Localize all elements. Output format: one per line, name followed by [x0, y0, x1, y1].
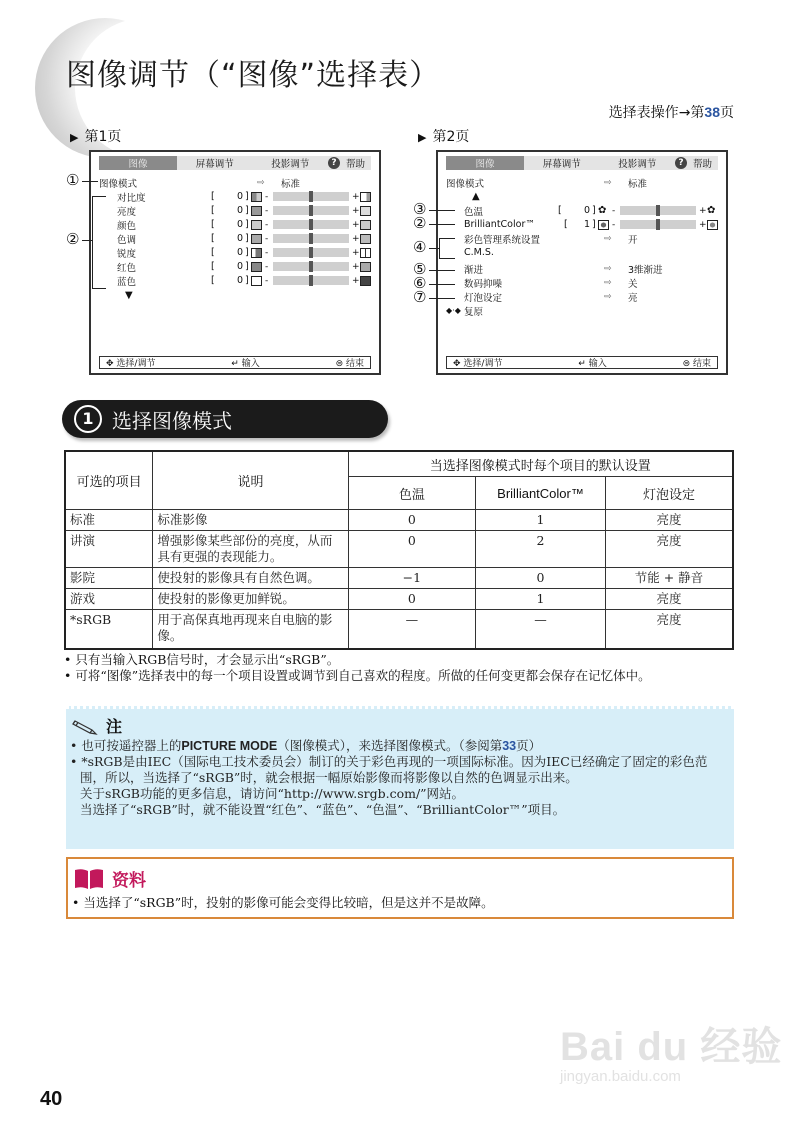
table-row: *sRGB 用于高保真地再现来自电脑的影像。 — — 亮度: [65, 610, 733, 650]
sharpness-high-icon: [360, 248, 371, 258]
contrast-slider[interactable]: [273, 192, 349, 201]
brilliantcolor-low-icon: [598, 220, 609, 230]
table-row: 影院 使投射的影像具有自然色调。 −1 0 节能 + 静音: [65, 568, 733, 589]
red-low-icon: [251, 262, 262, 272]
dpad-icon: ✥: [106, 359, 114, 369]
blue-slider[interactable]: [273, 276, 349, 285]
header-lamp: 灯泡设定: [605, 477, 733, 510]
bullet-item: • 只有当输入RGB信号时，才会显示出“sRGB”。: [64, 652, 340, 667]
osd-menu-page1: [89, 150, 381, 375]
footer-end: ⊜ 结束: [682, 359, 711, 369]
slider-row-color-temp[interactable]: 色温 [ 0 ] ✿ - + ✿: [446, 204, 718, 217]
arrow-right-icon: →: [678, 105, 691, 121]
option-row-lamp-setting[interactable]: 灯泡设定 ⇨ 亮: [464, 291, 638, 304]
tab-picture[interactable]: 图像: [446, 156, 524, 170]
book-icon: [74, 868, 104, 890]
scroll-up-row[interactable]: [446, 190, 718, 203]
sharpness-low-icon: [251, 248, 262, 258]
brightness-low-icon: [251, 206, 262, 216]
callout-3: ③: [413, 200, 427, 218]
tab-projection-adjust[interactable]: 投影调节: [618, 159, 657, 170]
reset-row[interactable]: ◆·◆ 复原: [446, 306, 484, 318]
callout-2: ②: [66, 230, 80, 248]
contrast-low-icon: [251, 192, 262, 202]
option-row-cms-setting[interactable]: 彩色管理系统设置 ⇨ 开: [464, 233, 638, 246]
slider-row-blue[interactable]: 蓝色 [ 0 ] - +: [99, 274, 371, 287]
slider-row-color[interactable]: 颜色 [ 0 ] - +: [99, 218, 371, 231]
callout-7: ⑦: [413, 288, 427, 306]
scroll-down-row[interactable]: [99, 289, 371, 302]
osd-menubar: [99, 156, 371, 170]
page1-label: ▶ 第1页: [70, 129, 122, 145]
note-item: • *sRGB是由IEC（国际电工技术委员会）制订的关于彩色再现的一项国际标准。因为IEC已经确定了固定的彩色范围，所以，当选择了“sRGB”时，就会根据一幅原始影像而将影像以自然的色调显示出来。: [70, 754, 708, 785]
slider-row-red[interactable]: 红色 [ 0 ] - +: [99, 260, 371, 273]
bullet-item: • 可将“图像”选择表中的每一个项目设置或调节到自己喜欢的程度。所做的任何变更都会保存在记忆体中。: [64, 668, 651, 683]
osd-menubar: [446, 156, 718, 170]
color-low-icon: [251, 220, 262, 230]
triangle-right-icon: ▶: [70, 131, 79, 144]
help-icon: ?: [328, 157, 340, 169]
info-title: 资料: [74, 866, 146, 891]
triangle-right-icon: ▶: [418, 131, 427, 144]
submenu-arrow-icon: ⇨: [604, 277, 612, 288]
dpad-icon: ✥: [453, 359, 461, 369]
brilliantcolor-high-icon: [707, 220, 718, 230]
picture-mode-table: [64, 450, 734, 650]
brightness-slider[interactable]: [273, 206, 349, 215]
color-temp-slider[interactable]: [620, 206, 696, 215]
scroll-down-icon[interactable]: ▼: [125, 290, 133, 301]
callout-5: ⑤: [413, 260, 427, 278]
header-color-temp: 色温: [348, 477, 476, 510]
menu-operation-reference[interactable]: 选择表操作→第38页: [608, 104, 734, 121]
callout-2b: ②: [413, 214, 427, 232]
enter-icon: ↵: [231, 359, 239, 369]
contrast-high-icon: [360, 192, 371, 202]
osd-footer: [99, 356, 371, 369]
table-row: 游戏 使投射的影像更加鲜锐。 0 1 亮度: [65, 589, 733, 610]
callout-4: ④: [413, 238, 427, 256]
bullet-notes: [64, 652, 744, 684]
submenu-arrow-icon: ⇨: [604, 177, 612, 188]
submenu-arrow-icon: ⇨: [257, 177, 265, 188]
submenu-arrow-icon: ⇨: [604, 233, 612, 244]
tab-screen-adjust[interactable]: 屏幕调节: [542, 159, 581, 170]
footer-enter: ↵ 输入: [231, 359, 260, 369]
callout-1: ①: [66, 171, 80, 189]
red-slider[interactable]: [273, 262, 349, 271]
scroll-up-icon[interactable]: ▲: [472, 191, 480, 202]
table-row: 讲演 增强影像某些部份的亮度，从而具有更强的表现能力。 0 2 亮度: [65, 531, 733, 568]
help-icon: ?: [675, 157, 687, 169]
tab-screen-adjust[interactable]: 屏幕调节: [195, 159, 234, 170]
callout-6: ⑥: [413, 274, 427, 292]
page-reference[interactable]: 33: [502, 739, 517, 753]
page2-label: ▶ 第2页: [418, 129, 470, 145]
note-title: 注: [72, 714, 122, 737]
note-item: • 也可按遥控器上的PICTURE MODE（图像模式），来选择图像模式。（参阅第33页）: [70, 738, 542, 753]
blue-high-icon: [360, 276, 371, 286]
enter-icon: ↵: [578, 359, 586, 369]
color-temp-low-icon: ✿: [598, 204, 607, 216]
tint-low-icon: [251, 234, 262, 244]
slider-row-brightness[interactable]: 亮度 [ 0 ] - +: [99, 204, 371, 217]
red-high-icon: [360, 262, 371, 272]
menu-button-icon: ⊜: [682, 359, 691, 369]
option-row-cms[interactable]: C.M.S.: [464, 247, 494, 258]
sharpness-slider[interactable]: [273, 248, 349, 257]
tab-picture[interactable]: 图像: [99, 156, 177, 170]
section-heading: [62, 400, 388, 438]
tint-high-icon: [360, 234, 371, 244]
color-high-icon: [360, 220, 371, 230]
note-item: 关于sRGB功能的更多信息，请访问“http://www.srgb.com/”网站。: [80, 786, 465, 801]
color-slider[interactable]: [273, 220, 349, 229]
submenu-arrow-icon: ⇨: [604, 291, 612, 302]
picture-mode-row[interactable]: 图像模式 ⇨ 标准: [99, 177, 301, 190]
color-temp-high-icon: ✿: [707, 204, 716, 216]
watermark-logo: Bai du 经验 jingyan.baidu.com: [560, 1025, 783, 1085]
footer-end: ⊜ 结束: [335, 359, 364, 369]
header-group: 当选择图像模式时每个项目的默认设置: [348, 451, 733, 477]
tint-slider[interactable]: [273, 234, 349, 243]
footer-enter: ↵ 输入: [578, 359, 607, 369]
ref-page-number: 38: [704, 104, 720, 120]
osd-footer: [446, 356, 718, 369]
osd-menu-page2: [436, 150, 728, 375]
reset-icon: ◆·◆: [446, 306, 461, 315]
header-desc: 说明: [153, 451, 348, 510]
slider-row-sharpness[interactable]: 锐度 [ 0 ] - +: [99, 246, 371, 259]
section-title: 选择图像模式: [112, 408, 232, 433]
pencil-icon: [72, 717, 100, 735]
brightness-high-icon: [360, 206, 371, 216]
option-row-dnr[interactable]: 数码抑噪 ⇨ 关: [464, 277, 638, 290]
page-title: 图像调节（“图像”选择表）: [66, 58, 441, 93]
header-item: 可选的项目: [65, 451, 153, 510]
header-brilliantcolor: BrilliantColor™: [476, 477, 606, 510]
brilliantcolor-slider[interactable]: [620, 220, 696, 229]
note-item: 当选择了“sRGB”时，就不能设置“红色”、“蓝色”、“色温”、“BrilliantColor™”项目。: [80, 802, 566, 817]
table-row: 标准 标准影像 0 1 亮度: [65, 510, 733, 531]
section-number: 1: [74, 405, 102, 433]
slider-row-contrast[interactable]: 对比度 [ 0 ] - +: [99, 190, 371, 203]
submenu-arrow-icon: ⇨: [604, 263, 612, 274]
info-item: • 当选择了“sRGB”时，投射的影像可能会变得比较暗，但是这并不是故障。: [72, 895, 494, 910]
menu-button-icon: ⊜: [335, 359, 344, 369]
tab-help[interactable]: ? 帮助: [328, 156, 371, 170]
note-body: [70, 738, 730, 818]
page-number: 40: [40, 1088, 63, 1110]
blue-low-icon: [251, 276, 262, 286]
slider-row-tint[interactable]: 色调 [ 0 ] - +: [99, 232, 371, 245]
tab-projection-adjust[interactable]: 投影调节: [271, 159, 310, 170]
tab-help[interactable]: ? 帮助: [675, 156, 718, 170]
slider-row-brilliantcolor[interactable]: BrilliantColor™ [ 1 ] - +: [446, 218, 718, 231]
footer-select: ✥ 选择/调节: [453, 359, 503, 369]
footer-select: ✥ 选择/调节: [106, 359, 156, 369]
option-row-progressive[interactable]: 渐进 ⇨ 3维渐进: [464, 263, 663, 276]
picture-mode-row[interactable]: 图像模式 ⇨ 标准: [446, 177, 648, 190]
